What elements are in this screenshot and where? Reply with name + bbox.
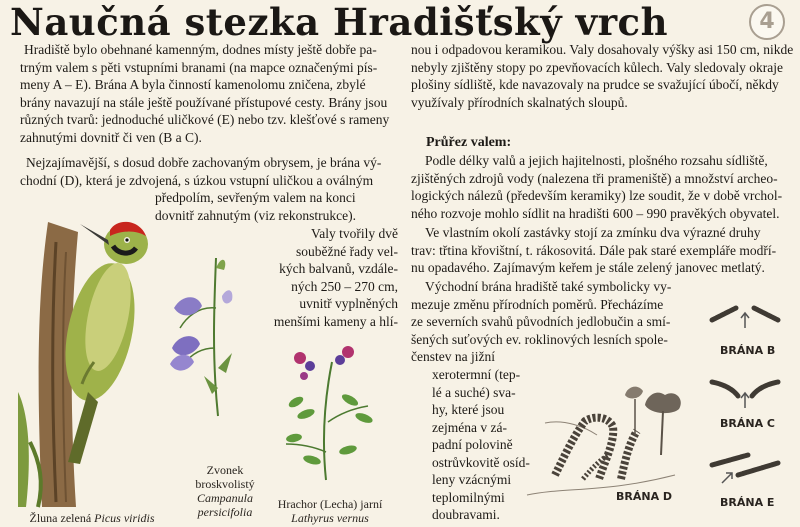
bellflower-illustration xyxy=(168,248,248,418)
text-line: kých balvanů, vzdále- xyxy=(279,261,398,276)
caption-name: Hrachor (Lecha) jarní xyxy=(277,497,383,511)
caption-latin-2: persicifolia xyxy=(197,505,253,519)
vetch-illustration xyxy=(276,342,386,482)
text-line: nebyly zjištěny stopy po zpevňovacích kůlech. Valy sledovaly okraje xyxy=(411,59,784,75)
text-line: doubravami. xyxy=(432,507,500,522)
page-title: Naučná stezka Hradišťský vrch xyxy=(10,0,668,44)
gate-e-diagram xyxy=(708,453,782,489)
section-heading: Průřez valem: xyxy=(426,135,512,150)
text-line: různých tvarů: jednoduché uličkové (E) nebo tzv. klešťové s rameny xyxy=(20,112,390,127)
text-line: zejména v zá- xyxy=(432,419,507,435)
text-line: leny vzácnými xyxy=(432,472,512,487)
caption-latin-1: Campanula xyxy=(196,491,253,505)
text-line: čenstev na jižní xyxy=(411,349,495,364)
gate-c-label: BRÁNA C xyxy=(720,417,775,430)
text-line: ostrůvkovitě osíd- xyxy=(432,454,530,470)
text-line: ných 250 – 270 cm, xyxy=(291,278,398,294)
text-line: xerotermní (tep- xyxy=(432,367,521,382)
gate-d-paragraph-cont xyxy=(155,189,395,224)
text-line: Ve vlastním okolí zastávky stojí za zmínku dva výrazné druhy xyxy=(425,225,761,240)
text-line: plošiny sídliště, kde navazovaly na prudce se svažující úbočí, někdy xyxy=(411,77,779,92)
text-line: Hradiště bylo obehnané kamenným, dodnes místy ještě dobře pa- xyxy=(24,42,377,57)
east-gate-paragraph-narrow xyxy=(432,366,530,524)
gate-b-diagram xyxy=(708,300,782,336)
intro-paragraph xyxy=(20,41,402,146)
gate-d-label: BRÁNA D xyxy=(616,490,673,503)
bellflower-caption xyxy=(175,463,275,519)
text-line: nou i odpadovou keramikou. Valy dosahovaly výšky asi 150 cm, nikde xyxy=(411,42,794,57)
text-line: logických nálezů (především keramiky) lze soudit, že v době vrchol- xyxy=(411,188,783,203)
gate-d-paragraph xyxy=(20,154,402,189)
caption-latin: Picus viridis xyxy=(94,511,155,525)
text-line: Nejzajímavější, s dosud dobře zachovaným obrysem, je brána vý- xyxy=(26,155,382,170)
caption-name: Žluna zelená xyxy=(29,511,92,525)
text-line: nu opadavého. Zajímavým keřem je stále zelený janovec metlatý. xyxy=(411,260,765,275)
caption-name-2: broskvolistý xyxy=(195,477,255,491)
text-line: Podle délky valů a jejich hajitelnosti, plošného rozsahu sídliště, xyxy=(425,153,768,168)
text-line: zjištěných zdrojů vody (nalezena tři prameniště) a množství archeo- xyxy=(411,170,778,186)
caption-name-1: Zvonek xyxy=(206,463,244,477)
east-gate-paragraph xyxy=(411,278,691,366)
text-line: trným valem s pěti vstupními branami (na mapce označenými pís- xyxy=(20,59,378,75)
woodpecker-illustration xyxy=(18,212,158,507)
text-line: šených suťových ev. roklinových lesních spole- xyxy=(411,331,668,347)
text-line: souběžné řady vel- xyxy=(296,243,398,259)
text-line: mezuje změnu přírodních poměrů. Přecházíme xyxy=(411,296,664,312)
text-line: meny A – E). Brána A byla činností kamenolomu zničena, zbylé xyxy=(20,77,366,92)
text-line: padní polovině xyxy=(432,437,513,452)
text-line: teplomilnými xyxy=(432,489,505,505)
gate-e-label: BRÁNA E xyxy=(720,496,775,509)
stop-number-badge: 4 xyxy=(749,4,785,40)
caption-latin: Lathyrus vernus xyxy=(291,511,369,525)
text-line: předpolím, sevřeným valem na konci xyxy=(155,190,356,205)
rampart-height-paragraph xyxy=(411,41,793,111)
text-line: menšími kameny a hlí- xyxy=(273,313,398,329)
population-paragraph xyxy=(411,152,793,222)
text-line: ze severních svahů původních jedlobučin a smí- xyxy=(411,314,671,329)
woodpecker-caption xyxy=(12,511,172,525)
text-line: Východní brána hradiště také symbolicky vy- xyxy=(425,279,672,294)
text-line: zahnutými dovnitř či ven (B a C). xyxy=(20,129,202,145)
text-line: hy, které jsou xyxy=(432,402,505,417)
gate-c-diagram xyxy=(708,374,782,410)
text-line: brány navazují na stále ještě používané přístupové cesty. Brány jsou xyxy=(20,94,388,110)
text-line: uvnitř vyplněných xyxy=(299,296,398,311)
text-line: Valy tvořily dvě xyxy=(311,226,398,241)
text-line: lé a suché) sva- xyxy=(432,384,516,400)
rampart-paragraph xyxy=(258,225,398,330)
text-line: dovnitř zahnutým (viz rekonstrukce). xyxy=(155,207,356,223)
gate-b-label: BRÁNA B xyxy=(720,344,776,357)
grasses-paragraph xyxy=(411,224,793,277)
text-line: chodní (D), která je zdvojená, s úzkou vstupní uličkou a oválným xyxy=(20,172,374,188)
text-line: využívaly přírodních skalnatých sloupů. xyxy=(411,94,628,110)
text-line: trav: třtina křovištní, t. rákosovitá. Dále pak staré exempláře modří- xyxy=(411,242,777,258)
text-line: ného rozvoje mohlo sídlit na hradišti 600 – 990 pravěkých obyvatel. xyxy=(411,205,780,221)
vetch-caption xyxy=(270,497,390,525)
